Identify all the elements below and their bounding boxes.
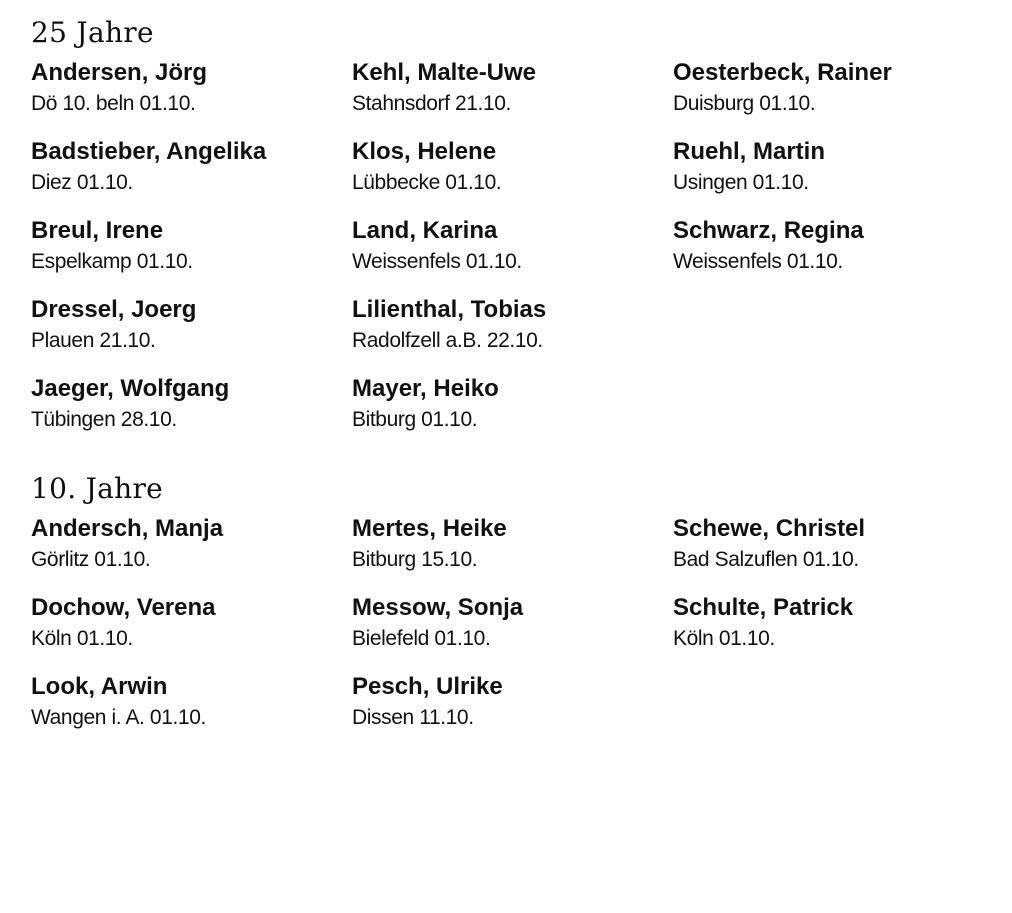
list-item — [673, 513, 993, 575]
entry-name: Andersch, Manja — [31, 515, 224, 542]
list-item — [31, 215, 351, 277]
entry-detail: Bielefeld 01.10. — [352, 627, 491, 650]
entry-name: Klos, Helene — [352, 138, 497, 165]
entry-name: Oesterbeck, Rainer — [673, 59, 892, 86]
entry-detail: Weissenfels 01.10. — [673, 250, 843, 273]
entry-detail: Stahnsdorf 21.10. — [352, 92, 511, 115]
entry-detail: Bitburg 15.10. — [352, 548, 478, 571]
entry-list — [0, 57, 1012, 457]
list-item — [31, 592, 351, 654]
entry-name: Messow, Sonja — [352, 594, 524, 621]
list-item — [352, 592, 672, 654]
entry-detail: Radolfzell a.B. 22.10. — [352, 329, 543, 352]
entry-detail: Görlitz 01.10. — [31, 548, 151, 571]
entry-detail: Duisburg 01.10. — [673, 92, 816, 115]
entry-detail: Usingen 01.10. — [673, 171, 809, 194]
list-item — [352, 215, 672, 277]
list-item — [673, 215, 993, 277]
entry-name: Lilienthal, Tobias — [352, 296, 547, 323]
entry-name: Schulte, Patrick — [673, 594, 854, 621]
entry-detail: Plauen 21.10. — [31, 329, 156, 352]
entry-detail: Wangen i. A. 01.10. — [31, 706, 206, 729]
list-item — [31, 294, 351, 356]
entry-name: Jaeger, Wolfgang — [31, 375, 230, 402]
section-title: 10. Jahre — [31, 472, 164, 505]
entry-detail: Lübbecke 01.10. — [352, 171, 502, 194]
list-item — [31, 513, 351, 575]
entry-name: Mayer, Heiko — [352, 375, 499, 402]
entry-detail: Espelkamp 01.10. — [31, 250, 193, 273]
entry-detail: Köln 01.10. — [31, 627, 133, 650]
section-title: 25 Jahre — [31, 16, 154, 49]
entry-detail: Köln 01.10. — [673, 627, 775, 650]
entry-detail: Dö 10. beln 01.10. — [31, 92, 196, 115]
list-item — [352, 513, 672, 575]
entry-list — [0, 513, 1012, 913]
entry-name: Dressel, Joerg — [31, 296, 197, 323]
list-item — [673, 57, 993, 119]
entry-detail: Bitburg 01.10. — [352, 408, 478, 431]
entry-name: Mertes, Heike — [352, 515, 507, 542]
list-item — [673, 136, 993, 198]
list-item — [352, 294, 672, 356]
entry-detail: Diez 01.10. — [31, 171, 133, 194]
list-item — [352, 57, 672, 119]
entry-name: Ruehl, Martin — [673, 138, 826, 165]
list-item — [31, 373, 351, 435]
entry-detail: Tübingen 28.10. — [31, 408, 177, 431]
entry-detail: Weissenfels 01.10. — [352, 250, 522, 273]
entry-detail: Dissen 11.10. — [352, 706, 474, 729]
entry-name: Dochow, Verena — [31, 594, 216, 621]
entry-detail: Bad Salzuflen 01.10. — [673, 548, 859, 571]
list-item — [352, 671, 672, 733]
entry-name: Badstieber, Angelika — [31, 138, 267, 165]
entry-name: Schwarz, Regina — [673, 217, 864, 244]
list-item — [31, 671, 351, 733]
entry-name: Look, Arwin — [31, 673, 168, 700]
entry-name: Kehl, Malte-Uwe — [352, 59, 537, 86]
entry-name: Pesch, Ulrike — [352, 673, 503, 700]
entry-name: Land, Karina — [352, 217, 498, 244]
list-item — [673, 592, 993, 654]
list-item — [352, 373, 672, 435]
entry-name: Breul, Irene — [31, 217, 164, 244]
entry-name: Schewe, Christel — [673, 515, 866, 542]
list-item — [31, 57, 351, 119]
list-item — [352, 136, 672, 198]
entry-name: Andersen, Jörg — [31, 59, 208, 86]
list-item — [31, 136, 351, 198]
